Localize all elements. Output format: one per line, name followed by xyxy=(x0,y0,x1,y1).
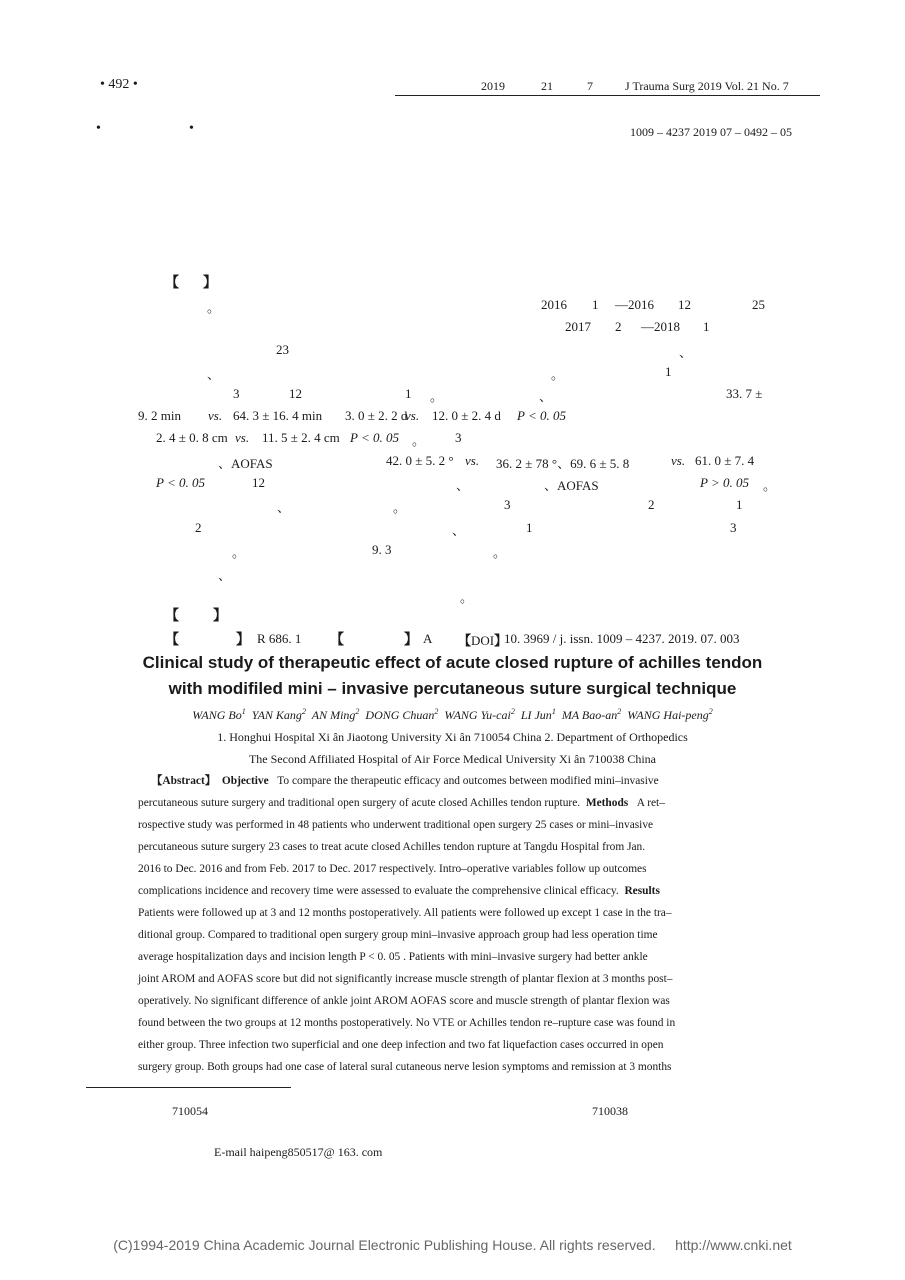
abstract-token: 。 xyxy=(551,367,565,382)
abstract-token: 42. 0 ± 5. 2 ° xyxy=(386,453,454,468)
doc-code-label-close: 】 xyxy=(404,633,418,648)
affiliation-line-1: 1. Honghui Hospital Xi ân Jiaotong University Xi ân 710054 China 2. Department of Orthopedics xyxy=(217,730,688,744)
abstract-token: 3 xyxy=(730,520,737,535)
article-code: 1009 – 4237 2019 07 – 0492 – 05 xyxy=(630,125,792,139)
author: DONG Chuan$^2$ xyxy=(365,707,439,722)
copyright-text: (C)1994-2019 China Academic Journal Electronic Publishing House. All rights reserved. xyxy=(113,1237,656,1253)
abstract-token: 。 xyxy=(232,545,246,560)
cnki-link[interactable]: http://www.cnki.net xyxy=(675,1237,792,1253)
clc-label-close: 】 xyxy=(236,633,250,648)
doi-label: 【DOI】 xyxy=(458,633,508,648)
methods-label: Methods xyxy=(585,797,629,809)
abstract-token: 2016 xyxy=(541,297,567,312)
abstract-token: P < 0. 05 xyxy=(350,430,399,445)
abstract-token: 2 xyxy=(615,319,622,334)
abstract-token: P < 0. 05 xyxy=(517,408,566,423)
abstract-line: found between the two groups at 12 months postoperatively. No VTE or Achilles tendon re–rupture case was found in xyxy=(138,1017,676,1029)
abstract-token: 。 xyxy=(763,478,777,493)
abstract-token: —2016 xyxy=(615,297,654,312)
author: YAN Kang$^2$ xyxy=(251,707,306,722)
abstract-text: To compare the therapeutic efficacy and outcomes between modified mini–invasive xyxy=(277,775,659,787)
abstract-token: 2. 4 ± 0. 8 cm xyxy=(156,430,228,445)
abstract-token: 36. 2 ± 78 °、69. 6 ± 5. 8 xyxy=(496,456,630,471)
abstract-label-close: 】 xyxy=(203,276,217,291)
abstract-line: operatively. No significant difference of ankle joint AROM AOFAS score and muscle strength of plantar flexion was xyxy=(138,995,670,1007)
author: WANG Hai-peng$^2$ xyxy=(627,707,713,722)
abstract-line: Patients were followed up at 3 and 12 months postoperatively. All patients were followed up except 1 case in the tra– xyxy=(138,907,672,919)
abstract-token: 1 xyxy=(665,364,672,379)
abstract-token: 、 xyxy=(277,500,291,515)
clc-label-open: 【 xyxy=(165,633,179,648)
abstract-label: 【Abstract】 xyxy=(151,775,217,787)
abstract-token: P > 0. 05 xyxy=(700,475,749,490)
english-title-line-2: with modifiled mini – invasive percutaneous suture surgical technique xyxy=(168,679,737,698)
abstract-token: 1 xyxy=(526,520,533,535)
doi-value: 10. 3969 / j. issn. 1009 – 4237. 2019. 07. 003 xyxy=(504,631,740,646)
abstract-token: 、 xyxy=(207,367,221,382)
keywords-label-close: 】 xyxy=(213,609,227,624)
abstract-token: 、 xyxy=(456,478,470,493)
abstract-token: vs. xyxy=(405,408,420,423)
abstract-label-open: 【 xyxy=(165,276,179,291)
abstract-token: 25 xyxy=(752,297,765,312)
abstract-token: 2017 xyxy=(565,319,591,334)
abstract-token: 、AOFAS xyxy=(218,456,273,471)
abstract-line xyxy=(138,792,770,814)
abstract-token: 12. 0 ± 2. 4 d xyxy=(432,408,501,423)
doc-code-label-open: 【 xyxy=(330,633,344,648)
abstract-line: rospective study was performed in 48 patients who underwent traditional open surgery 25 cases or mini–invasive xyxy=(138,819,654,831)
abstract-token: 3 xyxy=(455,430,462,445)
abstract-token: 。 xyxy=(493,545,507,560)
abstract-line: joint AROM and AOFAS score but did not significantly increase muscle strength of plantar flexion at 3 months post– xyxy=(138,973,673,985)
abstract-text: complications incidence and recovery time were assessed to evaluate the comprehensive clinical efficacy. xyxy=(138,885,619,897)
footnote-postcode-left: 710054 xyxy=(172,1104,208,1118)
abstract-token: P < 0. 05 xyxy=(156,475,205,490)
page-number: • 492 • xyxy=(100,77,138,92)
footnote-rule xyxy=(86,1087,291,1088)
author: MA Bao-$an^2$ xyxy=(561,707,622,722)
abstract-line: average hospitalization days and incision length P < 0. 05 . Patients with mini–invasive surgery had better ankle xyxy=(138,951,648,963)
abstract-line xyxy=(151,770,783,792)
abstract-token: 。 xyxy=(430,389,444,404)
abstract-token: 64. 3 ± 16. 4 min xyxy=(233,408,323,423)
abstract-line xyxy=(138,880,770,902)
affiliation-line-2: The Second Affiliated Hospital of Air Force Medical University Xi ân 710038 China xyxy=(248,752,657,766)
objective-label: Objective xyxy=(221,775,269,787)
abstract-token: 1 xyxy=(736,497,743,512)
abstract-token: 12 xyxy=(289,386,302,401)
abstract-token: 2 xyxy=(195,520,202,535)
author: WANG Yu-cai$^2$ xyxy=(444,707,515,722)
english-title-line-1: Clinical study of therapeutic effect of acute closed rupture of achilles tendon xyxy=(142,653,763,672)
author: AN Ming$^2$ xyxy=(311,707,360,722)
abstract-token: 、AOFAS xyxy=(544,478,599,493)
issue-number: 7 xyxy=(587,79,593,93)
clc-number: R 686. 1 xyxy=(257,631,302,646)
abstract-line: either group. Three infection two superficial and one deep infection and two fat liquefaction cases occurred in open xyxy=(138,1039,664,1051)
abstract-line: 2016 to Dec. 2016 and from Feb. 2017 to Dec. 2017 respectively. Intro–operative variables follow up outcomes xyxy=(138,863,647,875)
abstract-line: percutaneous suture surgery 23 cases to treat acute closed Achilles tendon rupture at Tangdu Hospital from Jan. xyxy=(138,841,646,853)
issue-volume: 21 xyxy=(541,79,553,93)
column-bullet-right: • xyxy=(189,121,194,136)
abstract-token: 、 xyxy=(679,345,693,360)
abstract-token: 2 xyxy=(648,497,655,512)
header-rule xyxy=(395,95,820,96)
abstract-token: 61. 0 ± 7. 4 xyxy=(695,453,755,468)
abstract-token: 9. 3 xyxy=(372,542,392,557)
abstract-token: 33. 7 ± xyxy=(726,386,763,401)
abstract-token: 1 xyxy=(592,297,599,312)
abstract-text: percutaneous suture surgery and traditional open surgery of acute closed Achilles tendon rupture. xyxy=(138,797,581,809)
abstract-token: 3 xyxy=(504,497,511,512)
abstract-token: 11. 5 ± 2. 4 cm xyxy=(262,430,340,445)
abstract-token: 23 xyxy=(276,342,289,357)
abstract-text: A ret– xyxy=(636,797,665,809)
abstract-token: 1 xyxy=(703,319,710,334)
keywords-label-open: 【 xyxy=(165,609,179,624)
abstract-token: 。 xyxy=(460,590,474,605)
author: LI Jun$^1$ xyxy=(520,707,556,722)
abstract-token: 3 xyxy=(233,386,240,401)
footnote-email: E-mail haipeng850517@ 163. com xyxy=(214,1145,383,1159)
abstract-token: 12 xyxy=(252,475,265,490)
abstract-token: vs. xyxy=(465,453,480,468)
results-label: Results xyxy=(624,885,660,897)
abstract-token: 。 xyxy=(412,433,426,448)
abstract-token: 、 xyxy=(218,568,232,583)
abstract-token: —2018 xyxy=(641,319,680,334)
abstract-token: vs. xyxy=(208,408,223,423)
abstract-token: 、 xyxy=(539,389,553,404)
doc-code: A xyxy=(423,631,433,646)
author: WANG Bo$^1$ xyxy=(192,707,246,722)
abstract-token: 、 xyxy=(452,523,466,538)
issue-year: 2019 xyxy=(481,79,505,93)
abstract-token: 。 xyxy=(393,500,407,515)
column-bullet-left: • xyxy=(96,121,101,136)
abstract-token: vs. xyxy=(235,430,250,445)
abstract-token: 9. 2 min xyxy=(138,408,181,423)
abstract-token: 3. 0 ± 2. 2 d xyxy=(345,408,408,423)
copyright-footer xyxy=(0,1237,905,1253)
abstract-token: vs. xyxy=(671,453,686,468)
abstract-token: 12 xyxy=(678,297,691,312)
abstract-line: ditional group. Compared to traditional open surgery group mini–invasive approach group had less operation time xyxy=(138,929,658,941)
author-list xyxy=(0,707,905,723)
journal-citation: J Trauma Surg 2019 Vol. 21 No. 7 xyxy=(625,79,789,93)
abstract-token: 1 xyxy=(405,386,412,401)
abstract-token: 。 xyxy=(207,300,221,315)
footnote-postcode-right: 710038 xyxy=(592,1104,628,1118)
abstract-line: surgery group. Both groups had one case of lateral sural cutaneous nerve lesion symptoms and remission at 3 months xyxy=(138,1061,672,1073)
